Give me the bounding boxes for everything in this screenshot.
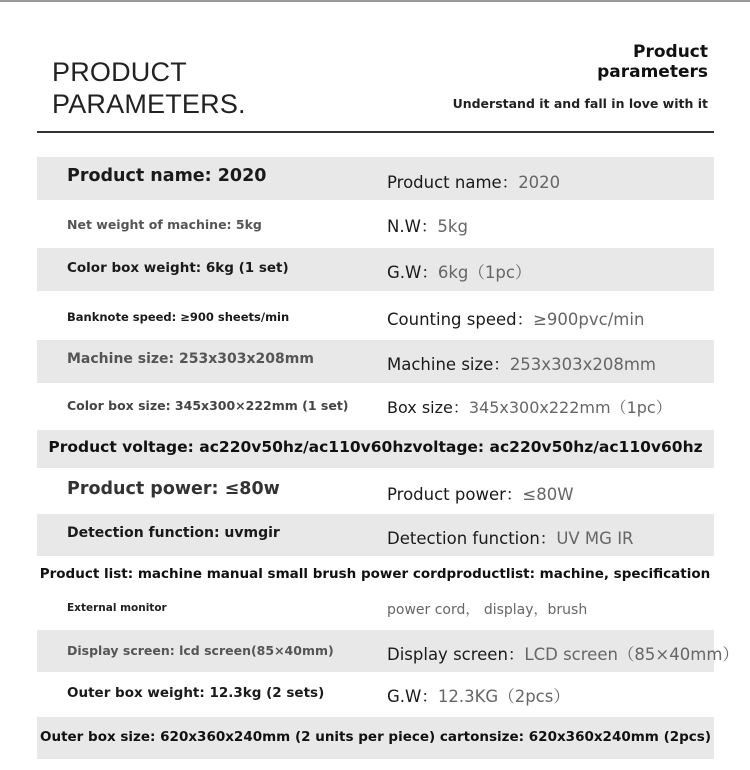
page-title xyxy=(52,56,246,120)
param-full-text: Product list: machine manual small brush power cordproductlist: machine, specification xyxy=(39,566,711,582)
param-row-net-weight xyxy=(37,202,714,246)
param-row-voltage xyxy=(37,430,714,468)
param-left-text: Product power: ≤80w xyxy=(67,479,280,499)
param-row-power xyxy=(37,470,714,512)
param-row-display-screen xyxy=(37,630,739,672)
section-title-line1: Product xyxy=(633,42,708,62)
param-right-label: Counting speed： xyxy=(387,310,534,329)
param-left-text: Color box weight: 6kg (1 set) xyxy=(67,260,289,276)
section-title-line2: parameters xyxy=(597,62,708,82)
param-right-label: Product name： xyxy=(387,173,519,192)
param-row-box-size xyxy=(37,385,714,428)
page-title-line1: PRODUCT xyxy=(52,57,187,87)
param-left-text: Net weight of machine: 5kg xyxy=(67,217,262,232)
param-right-value: 2020 xyxy=(518,173,561,192)
param-row-external-monitor xyxy=(37,592,714,628)
param-left-text: Banknote speed: ≥900 sheets/min xyxy=(67,310,290,324)
page-title-line2: PARAMETERS. xyxy=(52,89,246,119)
param-right-label: Detection function： xyxy=(387,529,557,548)
param-right-text xyxy=(387,683,570,707)
param-right-label: Product power： xyxy=(387,485,523,504)
param-right-value: UV MG IR xyxy=(556,529,634,548)
param-full-text: Product voltage: ac220v50hz/ac110v60hzvoltage: ac220v50hz/ac110v60hz xyxy=(48,438,703,456)
param-right-text xyxy=(387,351,656,375)
param-left-text: Outer box weight: 12.3kg (2 sets) xyxy=(67,685,325,701)
param-right-label: Display screen： xyxy=(387,645,525,664)
param-right-label: G.W： xyxy=(387,687,438,706)
param-right-text xyxy=(387,395,672,418)
param-row-detection xyxy=(37,514,714,556)
param-left-text: External monitor xyxy=(67,602,167,614)
param-left-text: Machine size: 253x303x208mm xyxy=(67,351,314,367)
param-left-text: Product name: 2020 xyxy=(67,166,267,186)
param-right-value: LCD screen（85×40mm） xyxy=(524,645,739,664)
param-row-outer-box-size xyxy=(37,717,714,759)
param-right-text xyxy=(387,259,531,283)
param-right-value: power cord， display，brush xyxy=(387,602,588,618)
param-right-value: 253x303x208mm xyxy=(509,355,656,374)
param-right-label: Machine size： xyxy=(387,355,510,374)
param-right-value: ≤80W xyxy=(522,485,574,504)
param-right-text xyxy=(387,213,468,237)
param-row-product-name xyxy=(37,157,714,200)
param-row-color-box-weight xyxy=(37,248,714,291)
param-right-value: 6kg（1pc） xyxy=(437,263,532,282)
param-full-text: Outer box size: 620x360x240mm (2 units per piece) cartonsize: 620x360x240mm (2pcs) xyxy=(39,729,712,745)
section-title xyxy=(597,42,708,82)
param-right-text xyxy=(387,481,574,505)
param-row-outer-box-weight xyxy=(37,673,714,715)
param-right-text xyxy=(387,641,739,665)
param-right-text xyxy=(387,525,634,549)
param-row-machine-size xyxy=(37,340,714,383)
param-right-value: 12.3KG（2pcs） xyxy=(437,687,570,706)
param-left-text: Display screen: lcd screen(85×40mm) xyxy=(67,643,334,658)
header-divider xyxy=(37,131,714,133)
param-right-label: G.W： xyxy=(387,263,438,282)
param-right-text xyxy=(387,169,560,193)
section-subtitle: Understand it and fall in love with it xyxy=(452,96,708,111)
param-right-text xyxy=(387,306,644,330)
param-row-counting-speed xyxy=(37,294,714,338)
param-right-value: 345x300x222mm（1pc） xyxy=(468,398,672,417)
param-row-product-list xyxy=(0,558,750,592)
param-right-text xyxy=(387,599,587,619)
param-right-value: ≥900pvc/min xyxy=(533,310,645,329)
param-right-value: 5kg xyxy=(437,217,468,236)
param-left-text: Color box size: 345x300×222mm (1 set) xyxy=(67,398,349,413)
param-left-text: Detection function: uvmgir xyxy=(67,525,280,541)
param-right-label: N.W： xyxy=(387,217,438,236)
param-right-label: Box size： xyxy=(387,398,469,417)
top-border-line xyxy=(0,0,750,2)
